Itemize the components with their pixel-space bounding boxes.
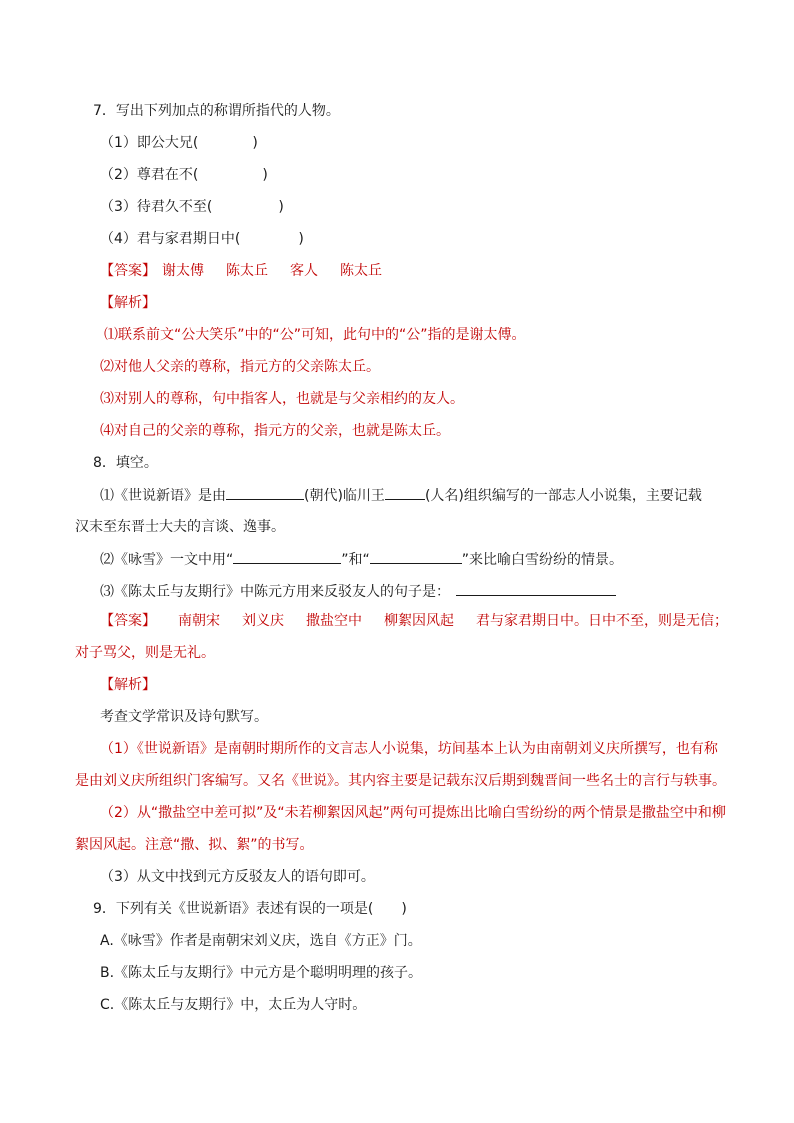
- q7-answer-2: 陈太丘: [226, 263, 268, 279]
- q7-answer-4: 陈太丘: [340, 263, 382, 279]
- q8-analysis-intro: 考查文学常识及诗句默写。: [100, 709, 268, 725]
- q8-line-4-text: ⑶《陈太丘与友期行》中陈元方用来反驳友人的句子是：: [100, 584, 450, 600]
- q7-item-3: [100, 197, 284, 217]
- q7-analysis-3: ⑶对别人的尊称，句中指客人，也就是与父亲相约的友人。: [100, 391, 464, 407]
- q7-item-1-close: ): [252, 135, 258, 151]
- q9-option-c: C.《陈太丘与友期行》中，太丘为人守时。: [100, 997, 367, 1013]
- q8-analysis-5: （3）从文中找到元方反驳友人的语句即可。: [100, 869, 375, 885]
- q7-analysis-4: ⑷对自己的父亲的尊称，指元方的父亲，也就是陈太丘。: [100, 423, 450, 439]
- q7-item-1-text: （1）即公大兄(: [100, 135, 199, 151]
- q8-answer-1: 南朝宋: [178, 613, 220, 629]
- q8-line-3b: ”和“: [341, 552, 370, 568]
- q7-item-3-text: （3）待君久不至(: [100, 199, 213, 215]
- q8-line-3c: ”来比喻白雪纷纷的情景。: [461, 552, 624, 568]
- q8-answer-5: 君与家君期日中。日中不至，则是无信；: [476, 613, 728, 629]
- q7-item-2: [100, 165, 268, 185]
- q8-line-1c: (人名)组织编写的一部志人小说集，主要记载: [424, 488, 702, 504]
- q8-answer-cont: 对子骂父，则是无礼。: [75, 645, 215, 661]
- q7-answer-3: 客人: [290, 263, 318, 279]
- q7-title: 7．写出下列加点的称谓所指代的人物。: [93, 103, 340, 119]
- q8-answer-2: 刘义庆: [242, 613, 284, 629]
- q8-analysis-tag: 【解析】: [100, 677, 156, 693]
- q8-analysis-4: 絮因风起。注意“撒、拟、絮”的书写。: [75, 837, 314, 853]
- q9-option-a: A.《咏雪》作者是南朝宋刘义庆，选自《方正》门。: [100, 933, 422, 949]
- q8-line-1b: (朝代)临川王: [304, 488, 385, 504]
- q7-item-4: [100, 229, 304, 249]
- q7-item-1: [100, 133, 258, 153]
- q8-line-4: [100, 581, 616, 602]
- q8-line-2: 汉末至东晋士大夫的言谈、逸事。: [75, 519, 285, 535]
- q8-blank-person[interactable]: [385, 485, 425, 500]
- q7-item-2-text: （2）尊君在不(: [100, 167, 199, 183]
- q7-item-3-close: ): [278, 199, 284, 215]
- q8-line-3a: ⑵《咏雪》一文中用“: [100, 552, 234, 568]
- q8-answer-4: 柳絮因风起: [384, 613, 454, 629]
- q7-item-2-close: ): [262, 167, 268, 183]
- q8-blank-metaphor-1[interactable]: [233, 549, 341, 564]
- q9-option-b: B.《陈太丘与友期行》中元方是个聪明明理的孩子。: [100, 965, 423, 981]
- q7-analysis-2: ⑵对他人父亲的尊称，指元方的父亲陈太丘。: [100, 359, 380, 375]
- q9-title: 9．下列有关《世说新语》表述有误的一项是( ): [93, 901, 407, 917]
- q8-analysis-3: （2）从“撒盐空中差可拟”及“未若柳絮因风起”两句可提炼出比喻白雪纷纷的两个情景是撒盐空中和柳: [100, 805, 726, 821]
- q7-answer-1: 谢太傅: [162, 263, 204, 279]
- q7-item-4-close: ): [298, 231, 304, 247]
- q8-line-1: [100, 485, 702, 506]
- q8-blank-metaphor-2[interactable]: [370, 549, 462, 564]
- q7-analysis-tag: 【解析】: [100, 295, 156, 311]
- q8-line-3: [100, 549, 623, 570]
- q8-title: 8．填空。: [93, 455, 158, 471]
- q7-answer-tag: 【答案】: [100, 263, 156, 279]
- q8-blank-rebuttal[interactable]: [456, 581, 616, 596]
- q8-analysis-2: 是由刘义庆所组织门客编写。又名《世说》。其内容主要是记载东汉后期到魏晋间一些名士的言行与轶事。: [75, 773, 726, 789]
- q7-analysis-1: ⑴联系前文“公大笑乐”中的“公”可知，此句中的“公”指的是谢太傅。: [104, 327, 526, 343]
- q8-line-1a: ⑴《世说新语》是由: [100, 488, 226, 504]
- q8-analysis-1: （1）《世说新语》是南朝时期所作的文言志人小说集，坊间基本上认为由南朝刘义庆所撰写，也有称: [100, 741, 718, 757]
- q7-answer: [100, 261, 382, 281]
- q8-answer-3: 撒盐空中: [306, 613, 362, 629]
- q8-answer: [100, 611, 728, 631]
- q7-item-4-text: （4）君与家君期日中(: [100, 231, 241, 247]
- q8-blank-dynasty[interactable]: [226, 485, 304, 500]
- q8-answer-tag: 【答案】: [100, 613, 156, 629]
